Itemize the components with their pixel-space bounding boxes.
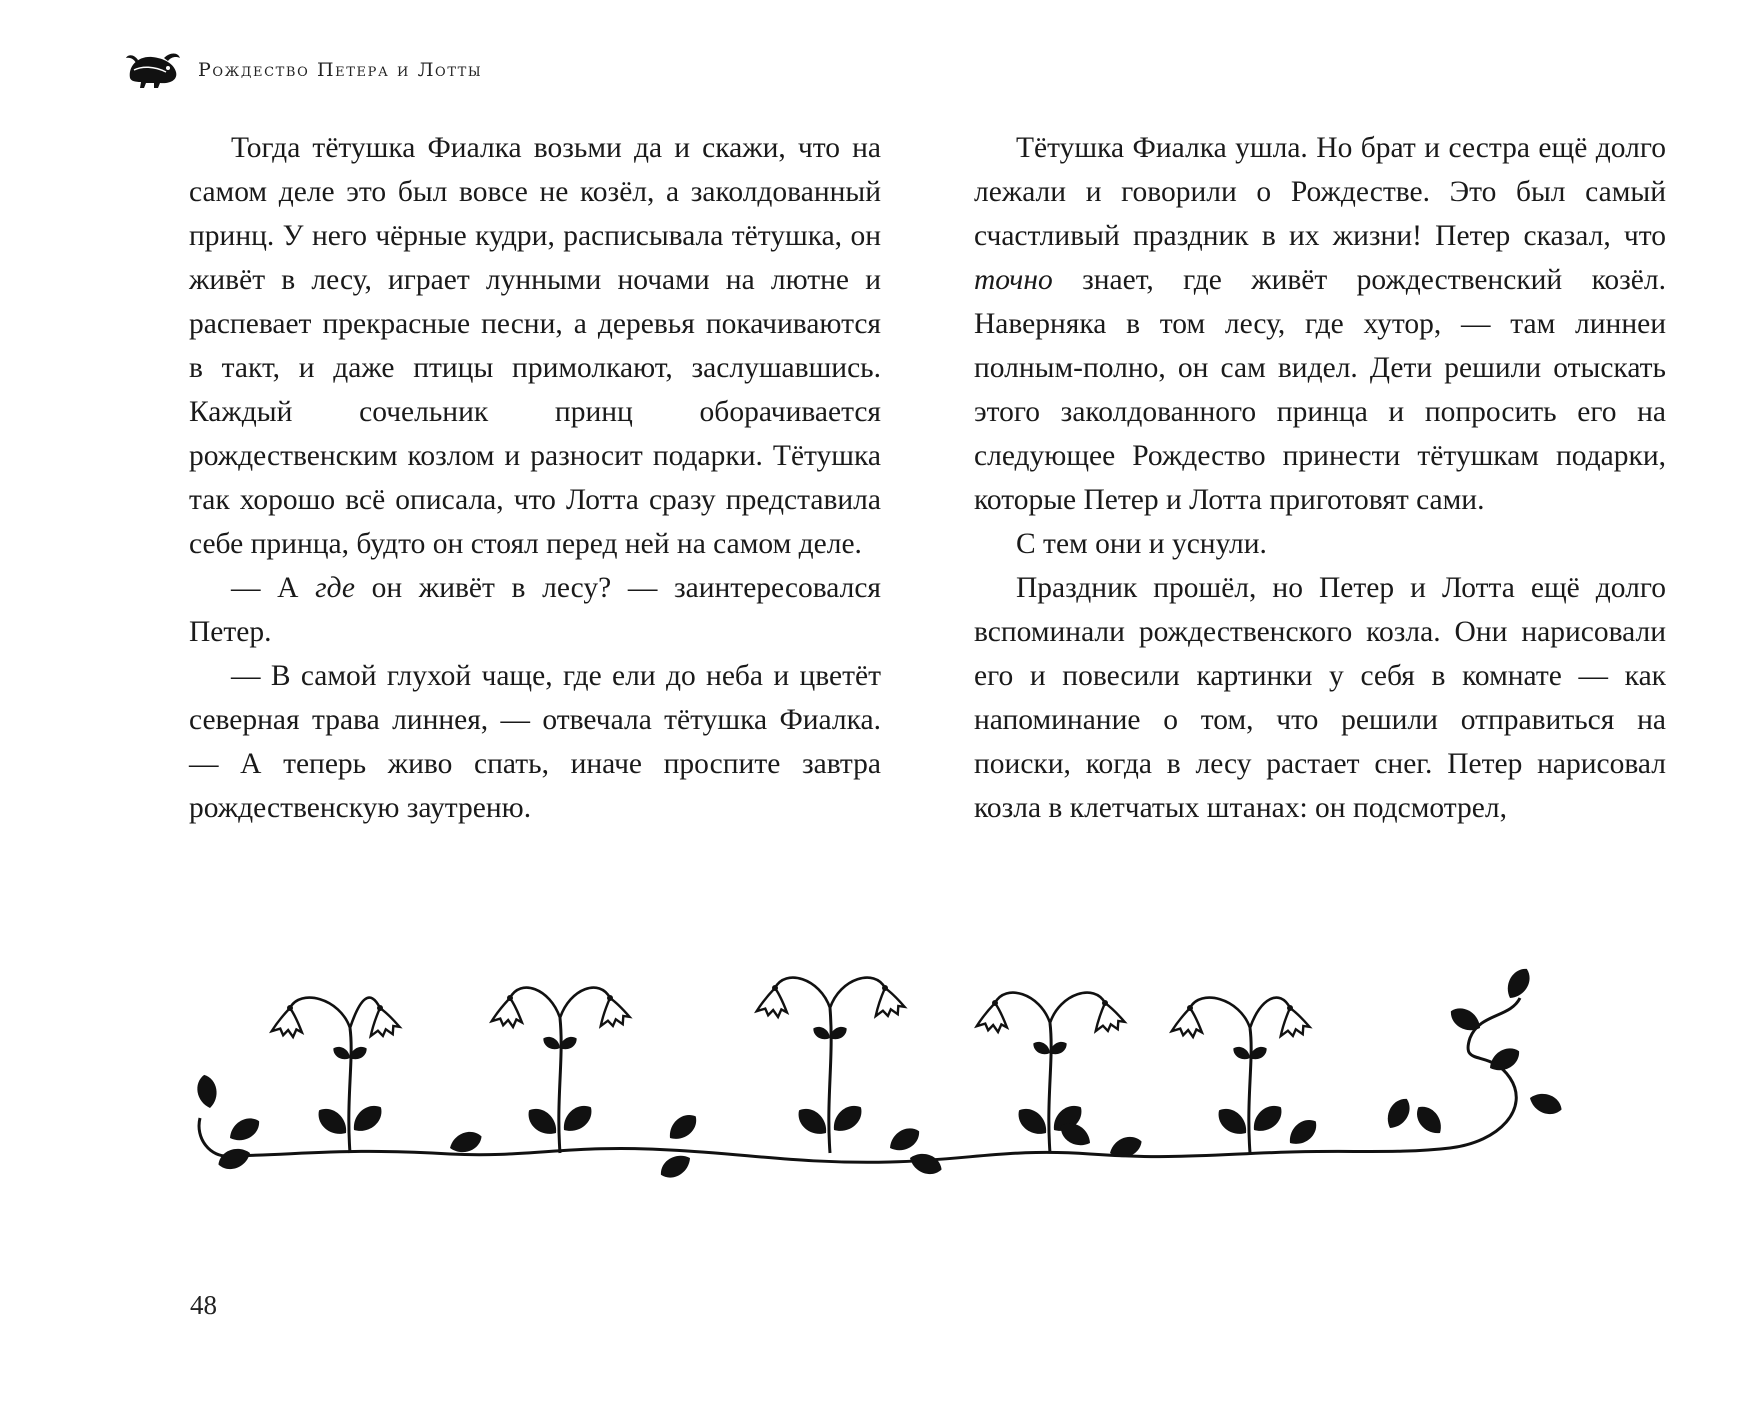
emphasis: где <box>315 572 355 604</box>
running-title: Рождество Петера и Лотты <box>198 59 483 81</box>
paragraph: Праздник прошёл, но Петер и Лотта ещё долго вспоминали рождественского козла. Они нарисовали его и повесили картинки у себя в комнате — как напоминание о том, что решили отправиться на поиски, когда в лесу растает снег. Петер нарисовал козла в клетчатых штанах: он подсмотрел, <box>974 572 1666 824</box>
left-column <box>189 126 881 830</box>
paragraph: — А где он живёт в лесу? — заинтересовался Петер. <box>189 572 881 648</box>
paragraph: С тем они и уснули. <box>1016 528 1267 560</box>
emphasis: точно <box>974 264 1053 296</box>
paragraph: — В самой глухой чаще, где ели до неба и цветёт северная трава линнея, — отвечала тётушка Фиалка. — А теперь живо спать, иначе проспите завтра рождественскую заутреню. <box>189 660 881 824</box>
running-head <box>124 46 482 94</box>
goat-emblem-icon <box>124 48 184 92</box>
paragraph: Тётушка Фиалка ушла. Но брат и сестра ещё долго лежали и говорили о Рождестве. Это был самый счастливый праздник в их жизни! Петер сказал, что точно знает, где живёт рождественский козёл. Наверняка в том лесу, где хутор, — там линнеи полным-полно, он сам видел. Дети решили отыскать этого заколдованного принца и попросить его на следующее Рождество принести тётушкам подарки, которые Петер и Лотта приготовят сами. <box>974 132 1666 516</box>
right-column <box>974 126 1666 830</box>
page-number: 48 <box>190 1290 217 1320</box>
twinflower-vine-border <box>190 958 1660 1258</box>
paragraph: Тогда тётушка Фиалка возьми да и скажи, что на самом деле это был вовсе не козёл, а заколдованный принц. У него чёрные кудри, расписывала тётушка, он живёт в лесу, играет лунными ночами на лютне и распевает прекрасные песни, а деревья покачиваются в такт, и даже птицы примолкают, заслушавшись. Каждый сочельник принц оборачивается рождественским козлом и разносит подарки. Тётушка так хорошо всё описала, что Лотта сразу представила себе принца, будто он стоял перед ней на самом деле. <box>189 132 881 560</box>
